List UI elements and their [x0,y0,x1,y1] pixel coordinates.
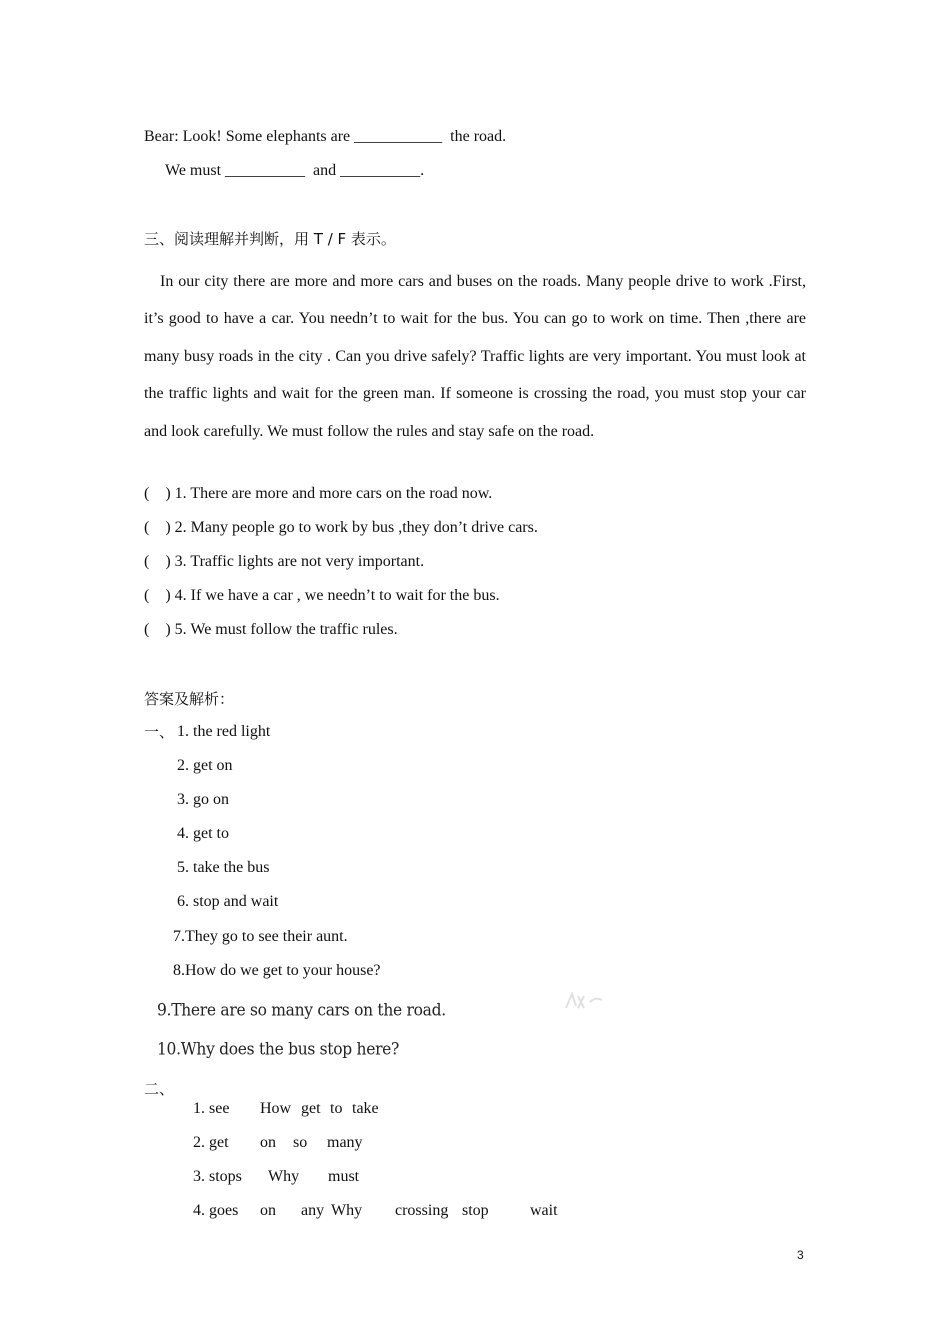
part-2-prefix: 二、 [144,1080,175,1098]
answer-2-1-5: take [352,1100,379,1117]
section-3-heading: 三、阅读理解并判断，用 T / F 表示。 [144,230,396,248]
answer-1-9: 9.There are so many cars on the road. [157,1000,446,1020]
question-5: ( ) 5. We must follow the traffic rules. [144,621,398,638]
answer-2-1-4: to [330,1100,343,1117]
question-1: ( ) 1. There are more and more cars on the road now. [144,485,493,502]
answer-2-2-1: 2. get [193,1134,229,1151]
part-1-prefix: 一、 [144,723,175,741]
answers-heading: 答案及解析： [144,690,235,708]
answer-2-4-5: crossing [395,1202,449,1219]
answer-2-4-6: stop [462,1202,489,1219]
answer-1-10: 10.Why does the bus stop here? [157,1039,400,1059]
dialogue-line-2: We must __________ and __________. [165,162,425,179]
answer-2-row-4 [177,1181,558,1241]
answer-1-2: 2. get on [177,757,233,774]
answer-2-3-2: Why [268,1168,300,1185]
dialogue-line-1: Bear: Look! Some elephants are ___________ the road. [144,128,507,145]
answer-2-1-2: How [260,1100,292,1117]
answer-2-2-2: on [260,1134,276,1151]
question-4: ( ) 4. If we have a car , we needn’t to wait for the bus. [144,587,500,604]
question-3: ( ) 3. Traffic lights are not very important. [144,553,425,570]
answer-1-7: 7.They go to see their aunt. [173,928,348,945]
answer-2-4-4: Why [331,1202,363,1219]
question-2: ( ) 2. Many people go to work by bus ,they don’t drive cars. [144,519,538,536]
answer-2-1-1: 1. see [193,1100,230,1117]
answer-2-3-1: 3. stops [193,1168,242,1185]
watermark-icon [562,988,610,1014]
answer-1-5: 5. take the bus [177,859,270,876]
answer-1-3: 3. go on [177,791,229,808]
answer-2-3-3: must [328,1168,360,1185]
page-number: 3 [797,1248,804,1262]
answer-2-4-2: on [260,1202,276,1219]
answer-1-8: 8.How do we get to your house? [173,962,381,979]
answer-2-4-1: 4. goes [193,1202,239,1219]
answer-1-4: 4. get to [177,825,229,842]
reading-passage [144,263,806,450]
answer-1-6: 6. stop and wait [177,893,279,910]
answer-2-1-3: get [301,1100,321,1117]
answer-2-2-4: many [327,1134,363,1151]
answer-1-1: 1. the red light [177,723,271,740]
answer-2-4-7: wait [530,1202,558,1219]
answer-2-2-3: so [293,1134,308,1151]
passage-text: In our city there are more and more cars and buses on the roads. Many people drive to work .First, it’s good to have a car. You needn’t to wait for the bus. You can go to work on time. Then ,there are many busy roads in the city . Can you drive safely? Traffic lights are very important. You must look at the traffic lights and wait for the green man. If someone is crossing the road, you must stop your car and look carefully. We must follow the rules and stay safe on the road. [144,273,806,440]
answer-2-4-3: any [301,1202,325,1219]
